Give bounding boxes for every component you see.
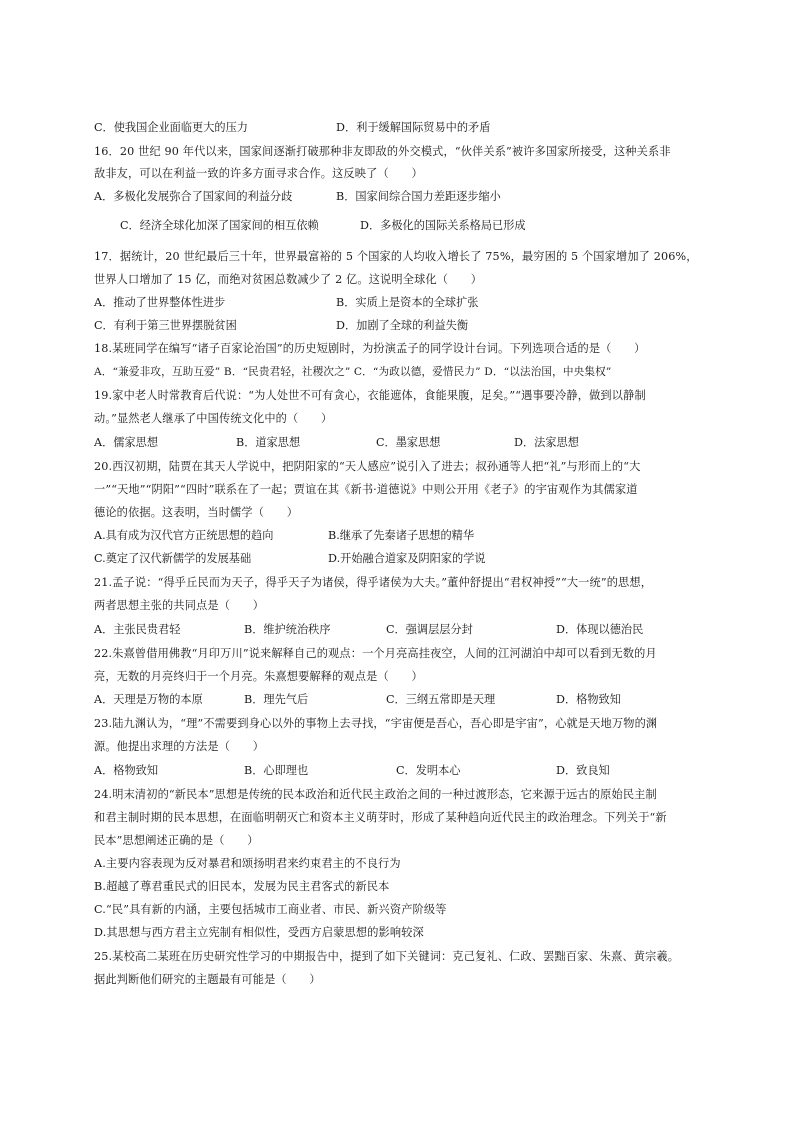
option-a: A．格物致知 — [94, 764, 159, 777]
option-b: B．心即理也 — [244, 764, 309, 777]
option-c: C．强调层层分封 — [386, 623, 473, 636]
option-row — [94, 189, 714, 205]
option-c: C．使我国企业面临更大的压力 — [94, 121, 248, 134]
option-row — [94, 120, 714, 136]
option-c: C．经济全球化加深了国家间的相互依赖 — [120, 219, 319, 232]
question-16-stem: 16．20 世纪 90 年代以来，国家间逐渐打破那种非友即敌的外交模式，“伙伴关系”被许多国家所接受，这种关系非 — [94, 145, 671, 158]
option-c: C．三纲五常即是天理 — [386, 693, 496, 706]
option-row — [94, 435, 714, 451]
option-row — [94, 622, 714, 638]
question-21-stem-cont: 两者思想主张的共同点是（ ） — [94, 599, 265, 612]
option-a: A.具有成为汉代官方正统思想的趋向 — [94, 529, 274, 542]
option-b: B．实质上是资本的全球扩张 — [336, 296, 479, 309]
option-a: A．多极化发展弥合了国家间的利益分歧 — [94, 190, 293, 203]
option-c: C．有利于第三世界摆脱贫困 — [94, 319, 237, 332]
question-20-stem: 20.西汉初期，陆贾在其天人学说中，把阴阳家的“天人感应”说引入了进去；叔孙通等人把“礼”与形而上的“大 — [94, 460, 641, 473]
option-b: B．道家思想 — [236, 436, 301, 449]
question-17-stem: 17．据统计，20 世纪最后三十年，世界最富裕的 5 个国家的人均收入增长了 75%，最穷困的 5 个国家增加了 206%， — [94, 250, 698, 263]
question-20-stem-cont: 一”“天地”“阴阳”“四时”联系在了一起；贾谊在其《新书·道德说》中则公开用《老子》的宇宙观作为其儒家道 — [94, 483, 638, 496]
option-d: D．法家思想 — [514, 436, 579, 449]
question-25-stem: 25.某校高二某班在历史研究性学习的中期报告中，提到了如下关键词：克己复礼、仁政、罢黜百家、朱熹、黄宗羲。 — [94, 950, 680, 963]
question-18-options: A．“兼爱非攻，互助互爱” B．“民贵君轻，社稷次之” C．“为政以德，爱惜民力” D．“以法治国，中央集权” — [94, 366, 612, 378]
option-row — [94, 528, 714, 544]
option-b: B.超越了尊君重民式的旧民本，发展为民主君客式的新民本 — [94, 880, 390, 893]
question-25-stem-cont: 据此判断他们研究的主题最有可能是（ ） — [94, 973, 321, 986]
option-d: D．体现以德治民 — [556, 623, 644, 636]
option-b: B．维护统治秩序 — [244, 623, 331, 636]
question-24-stem: 24.明末清初的“新民本”思想是传统的民本政治和近代民主政治之间的一种过渡形态，它来源于远古的原始民主制 — [94, 788, 657, 801]
option-c: C.“民”具有新的内涵，主要包括城市工商业者、市民、新兴资产阶级等 — [94, 903, 447, 916]
question-22-stem-cont: 亮，无数的月亮终归于一个月亮。朱熹想要解释的观点是（ ） — [94, 670, 423, 683]
option-row — [94, 318, 714, 334]
option-d: D．格物致知 — [556, 693, 621, 706]
question-24-stem-cont: 和君主制时期的民本思想，在面临明朝灭亡和资本主义萌芽时，形成了某种趋向近代民主的政治理念。下列关于“新 — [94, 811, 667, 824]
option-row — [94, 763, 714, 779]
option-d: D．多极化的国际关系格局已形成 — [360, 219, 526, 232]
option-row — [94, 295, 714, 311]
question-19-stem-cont: 动。”显然老人继承了中国传统文化中的（ ） — [94, 412, 333, 425]
option-row — [94, 218, 714, 234]
option-a: A．天理是万物的本原 — [94, 693, 203, 706]
option-a: A．儒家思想 — [94, 436, 159, 449]
option-a: A．主张民贵君轻 — [94, 623, 181, 636]
option-b: B．国家间综合国力差距逐步缩小 — [336, 190, 501, 203]
option-b: B．理先气后 — [244, 693, 309, 706]
option-row — [94, 692, 714, 708]
option-c: C．墨家思想 — [376, 436, 441, 449]
option-row — [94, 551, 714, 567]
option-c: C.奠定了汉代新儒学的发展基础 — [94, 552, 252, 565]
question-21-stem: 21.孟子说：“得乎丘民而为天子，得乎天子为诸侯，得乎诸侯为大夫。”董仲舒提出“君权神授”“大一统”的思想， — [94, 576, 653, 589]
option-d: D．加剧了全球的利益失衡 — [336, 319, 469, 332]
option-a: A.主要内容表现为反对暴君和颂扬明君来约束君主的不良行为 — [94, 857, 401, 870]
option-c: C．发明本心 — [396, 764, 461, 777]
question-23-stem: 23.陆九渊认为，“理”不需要到身心以外的事物上去寻找，“宇宙便是吾心，吾心即是宇宙”，心就是天地万物的渊 — [94, 717, 658, 730]
question-20-stem-cont: 德论的依据。这表明，当时儒学（ ） — [94, 506, 299, 519]
option-d: D．致良知 — [556, 764, 610, 777]
question-16-stem-cont: 敌非友，可以在利益一致的许多方面寻求合作。这反映了（ ） — [94, 167, 423, 180]
option-d: D.开始融合道家及阴阳家的学说 — [328, 552, 486, 565]
question-24-stem-cont: 民本”思想阐述正确的是（ ） — [94, 834, 259, 847]
question-23-stem-cont: 源。他提出求理的方法是（ ） — [94, 740, 265, 753]
question-22-stem: 22.朱熹曾借用佛教“月印万川”说来解释自己的观点：一个月亮高挂夜空，人间的江河湖泊中却可以看到无数的月 — [94, 647, 657, 660]
option-a: A．推动了世界整体性进步 — [94, 296, 226, 309]
option-d: D．利于缓解国际贸易中的矛盾 — [336, 121, 491, 134]
question-17-stem-cont: 世界人口增加了 15 亿，而绝对贫困总数减少了 2 亿。这说明全球化（ ） — [94, 273, 483, 286]
question-18-stem: 18.某班同学在编写“诸子百家论治国”的历史短剧时，为扮演孟子的同学设计台词。下列选项合适的是（ ） — [94, 342, 646, 355]
question-19-stem: 19.家中老人时常教育后代说：“为人处世不可有贪心，衣能遮体，食能果腹，足矣。”“遇事要冷静，做到以静制 — [94, 389, 646, 402]
option-d: D.其思想与西方君主立宪制有相似性，受西方启蒙思想的影响较深 — [94, 926, 424, 939]
option-b: B.继承了先秦诸子思想的精华 — [328, 529, 475, 542]
